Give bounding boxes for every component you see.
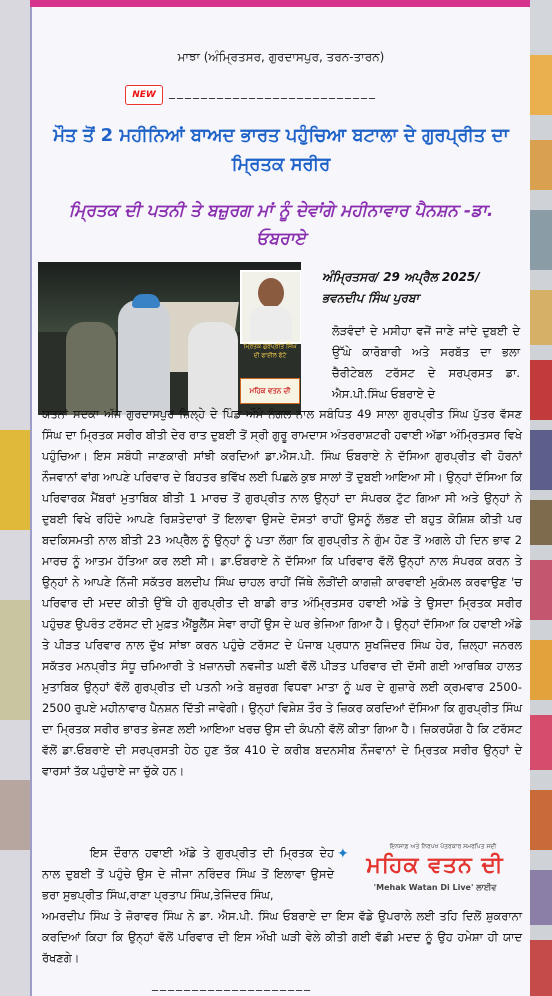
separator-dashes-bottom: ____________________ — [152, 977, 312, 991]
photo-person — [188, 322, 238, 415]
photo-person — [66, 322, 116, 415]
separator-dashes: __________________________ — [169, 85, 377, 99]
left-photo-strip — [0, 600, 30, 720]
byline: ਭਵਨਦੀਪ ਸਿੰਘ ਪੁਰਬਾ — [322, 291, 419, 305]
portrait-face — [258, 278, 284, 308]
photo-watermark-logo: ਮਹਿਕ ਵਤਨ ਦੀ — [240, 378, 300, 404]
new-badge: NEW — [125, 85, 163, 105]
paragraph-closing-end: ਅਮਰਦੀਪ ਸਿੰਘ ਤੇ ਜ਼ੋਰਾਵਰ ਸਿੰਘ ਨੇ ਡਾ. ਐਸ.ਪੀ. ਸਿੰਘ ਓਬਰਾਏ ਦਾ ਇਸ ਵੱਡੇ ਉਪਰਾਲੇ ਲਈ ਤਹਿ ਦਿਲੋਂ ਸ਼ੁਕਰਾਨਾ ਕਰਦਿਆਂ ਕਿਹਾ ਕਿ ਉਨ੍ਹਾਂ ਵੱਲੋਂ ਪਰਿਵਾਰ ਦੀ ਇਸ ਔਖੀ ਘੜੀ ਵੇਲੇ ਕੀਤੀ ਗਈ ਵੱਡੀ ਮਦਦ ਨੂੰ ਉਹ ਹਮੇਸ਼ਾ ਹੀ ਯਾਦ ਰੱਖਣਗੇ। — [42, 909, 522, 965]
dateline-block — [322, 267, 522, 309]
left-photo-strip — [0, 780, 30, 850]
headline: ਮੌਤ ਤੋਂ 2 ਮਹੀਨਿਆਂ ਬਾਅਦ ਭਾਰਤ ਪਹੁੰਚਿਆ ਬਟਾਲਾ ਦੇ ਗੁਰਪ੍ਰੀਤ ਦਾ ਮ੍ਰਿਤਕ ਸਰੀਰ — [53, 125, 509, 175]
photo-caption: ਮ੍ਰਿਤਕ ਗੁਰਪ੍ਰੀਤ ਸਿੰਘ ਦੀ ਫਾਈਲ ਫੋਟੋ — [243, 343, 297, 359]
brand-logo — [337, 843, 527, 903]
photo-person — [118, 300, 170, 415]
bird-icon: ✦ — [337, 846, 349, 862]
paragraph-main: ਯਤਨਾਂ ਸਦਕਾ ਅੱਜ ਗੁਰਦਾਸਪੁਰ ਜ਼ਿਲ੍ਹੇ ਦੇ ਪਿੰਡ ਔਮੇ ਨੰਗਲ ਨਾਲ ਸਬੰਧਿਤ 49 ਸਾਲਾ ਗੁਰਪ੍ਰੀਤ ਸਿੰਘ ਪੁੱਤਰ ਵੱਸਣ ਸਿੰਘ ਦਾ ਮ੍ਰਿਤਕ ਸਰੀਰ ਬੀਤੀ ਦੇਰ ਰਾਤ ਦੁਬਈ ਤੋਂ ਸ੍ਰੀ ਗੁਰੂ ਰਾਮਦਾਸ ਅੰਤਰਰਾਸ਼ਟਰੀ ਹਵਾਈ ਅੱਡਾ ਅੰਮ੍ਰਿਤਸਰ ਵਿਖੇ ਪਹੁੰਚਿਆ। ਇਸ ਸਬੰਧੀ ਜਾਣਕਾਰੀ ਸਾਂਝੀ ਕਰਦਿਆਂ ਡਾ.ਐਸ.ਪੀ. ਸਿੰਘ ਓਬਰਾਏ ਨੇ ਦੱਸਿਆ ਗੁਰਪ੍ਰੀਤ ਵੀ ਹੋਰਨਾਂ ਨੌਜਵਾਨਾਂ ਵਾਂਗ ਆਪਣੇ ਪਰਿਵਾਰ ਦੇ ਬਿਹਤਰ ਭਵਿੱਖ ਲਈ ਪਿਛਲੇ ਕੁਝ ਸਾਲਾਂ ਤੋਂ ਦੁਬਈ ਆਇਆ ਸੀ। ਉਨ੍ਹਾਂ ਦੱਸਿਆ ਕਿ ਪਰਿਵਾਰਕ ਮੈਂਬਰਾਂ ਮੁਤਾਬਿਕ ਬੀਤੀ 1 ਮਾਰਚ ਤੋਂ ਗੁਰਪ੍ਰੀਤ ਨਾਲ ਉਨ੍ਹਾਂ ਦਾ ਸੰਪਰਕ ਟੁੱਟ ਗਿਆ ਸੀ ਅਤੇ ਉਨ੍ਹਾਂ ਨੇ ਦੁਬਈ ਵਿਖੇ ਰਹਿੰਦੇ ਆਪਣੇ ਰਿਸ਼ਤੇਦਾਰਾਂ ਤੋਂ ਇਲਾਵਾ ਉਸਦੇ ਦੋਸਤਾਂ ਰਾਹੀਂ ਉਸਨੂੰ ਲੱਭਣ ਦੀ ਬਹੁਤ ਕੋਸ਼ਿਸ਼ ਕੀਤੀ ਪਰ ਬਦਕਿਸਮਤੀ ਨਾਲ ਬੀਤੀ 23 ਅਪ੍ਰੈਲ ਨੂੰ ਉਨ੍ਹਾਂ ਨੂੰ ਪਤਾ ਲੱਗਾ ਕਿ ਗੁਰਪ੍ਰੀਤ ਨੇ ਗੁੰਮ ਹੋਣ ਤੋਂ ਅਗਲੇ ਹੀ ਦਿਨ ਭਾਵ 2 ਮਾਰਚ ਨੂੰ ਆਤਮ ਹੱਤਿਆ ਕਰ ਲਈ ਸੀ। ਡਾ.ਓਬਰਾਏ ਨੇ ਦੱਸਿਆ ਕਿ ਪਰਿਵਾਰ ਵੱਲੋਂ ਉਨ੍ਹਾਂ ਨਾਲ ਸੰਪਰਕ ਕਰਨ ਤੇ ਉਨ੍ਹਾਂ ਨੇ ਆਪਣੇ ਨਿੱਜੀ ਸਕੱਤਰ ਬਲਦੀਪ ਸਿੰਘ ਚਾਹਲ ਰਾਹੀਂ ਜਿੱਥੇ ਲੋੜੀਂਦੀ ਕਾਗਜ਼ੀ ਕਾਰਵਾਈ ਮੁਕੰਮਲ ਕਰਵਾਉਣ 'ਚ ਪਰਿਵਾਰ ਦੀ ਮਦਦ ਕੀਤੀ ਉੱਥੇ ਹੀ ਗੁਰਪ੍ਰੀਤ ਦੀ ਬਾਡੀ ਰਾਤ ਅੰਮ੍ਰਿਤਸਰ ਹਵਾਈ ਅੱਡੇ ਤੇ ਉਸਦਾ ਮ੍ਰਿਤਕ ਸਰੀਰ ਪਹੁੰਚਣ ਉਪਰੰਤ ਟਰੱਸਟ ਦੀ ਮੁਫ਼ਤ ਐਂਬੂਲੈਂਸ ਸੇਵਾ ਰਾਹੀਂ ਉਸ ਦੇ ਘਰ ਭੇਜਿਆ ਗਿਆ ਹੈ। ਉਨ੍ਹਾਂ ਦੱਸਿਆ ਕਿ ਹਵਾਈ ਅੱਡੇ ਤੇ ਪੀੜਤ ਪਰਿਵਾਰ ਨਾਲ ਦੁੱਖ ਸਾਂਝਾ ਕਰਨ ਪਹੁੰਚੇ ਟਰੱਸਟ ਦੇ ਪੰਜਾਬ ਪ੍ਰਧਾਨ ਸੁਖਜਿੰਦਰ ਸਿੰਘ ਹੇਰ, ਜ਼ਿਲ੍ਹਾ ਜਨਰਲ ਸਕੱਤਰ ਮਨਪ੍ਰੀਤ ਸੰਧੂ ਚਮਿਆਰੀ ਤੇ ਖ਼ਜ਼ਾਨਚੀ ਨਵਜੀਤ ਘਈ ਵੱਲੋਂ ਪੀੜਤ ਪਰਿਵਾਰ ਦੀ ਦੱਸੀ ਗਈ ਆਰਥਿਕ ਹਾਲਤ ਮੁਤਾਬਿਕ ਉਨ੍ਹਾਂ ਵੱਲੋਂ ਗੁਰਪ੍ਰੀਤ ਦੀ ਪਤਨੀ ਅਤੇ ਬਜ਼ੁਰਗ ਵਿਧਵਾ ਮਾਤਾ ਨੂੰ ਘਰ ਦੇ ਗੁਜ਼ਾਰੇ ਲਈ ਕ੍ਰਮਵਾਰ 2500-2500 ਰੁਪਏ ਮਹੀਨਾਵਾਰ ਪੈਨਸ਼ਨ ਦਿੱਤੀ ਜਾਵੇਗੀ। ਉਨ੍ਹਾਂ ਵਿਸ਼ੇਸ਼ ਤੌਰ ਤੇ ਜ਼ਿਕਰ ਕਰਦਿਆਂ ਦੱਸਿਆ ਕਿ ਗੁਰਪ੍ਰੀਤ ਸਿੰਘ ਦਾ ਮ੍ਰਿਤਕ ਸਰੀਰ ਭਾਰਤ ਭੇਜਣ ਲਈ ਆਇਆ ਖਰਚ ਉਸ ਦੀ ਕੰਪਨੀ ਵੱਲੋਂ ਕੀਤਾ ਗਿਆ ਹੈ। ਜ਼ਿਕਰਯੋਗ ਹੈ ਕਿ ਟਰੱਸਟ ਵੱਲੋਂ ਡਾ.ਓਬਰਾਏ ਦੀ ਸਰਪ੍ਰਸਤੀ ਹੇਠ ਹੁਣ ਤੱਕ 410 ਦੇ ਕਰੀਬ ਬਦਨਸੀਬ ਨੌਜਵਾਨਾਂ ਦੇ ਮ੍ਰਿਤਕ ਸਰੀਰ ਉਨ੍ਹਾਂ ਦੇ ਵਾਰਸਾਂ ਤੱਕ ਪਹੁੰਚਾਏ ਜਾ ਚੁੱਕੇ ਹਨ। — [42, 407, 522, 778]
subheadline: ਮ੍ਰਿਤਕ ਦੀ ਪਤਨੀ ਤੇ ਬਜ਼ੁਰਗ ਮਾਂ ਨੂੰ ਦੇਵਾਂਗੇ ਮਹੀਨਾਵਾਰ ਪੈਨਸ਼ਨ -ਡਾ. ਓਬਰਾਏ — [68, 201, 494, 249]
dateline: ਅੰਮ੍ਰਿਤਸਰ/ 29 ਅਪ੍ਰੈਲ 2025/ — [322, 270, 480, 284]
article-card — [30, 7, 530, 996]
left-photo-strip — [0, 430, 30, 530]
left-background-panel — [0, 0, 30, 996]
brand-tagline: ਇਨਸਾਫ਼ ਅਤੇ ਨਿਰਪਖ ਪੱਤਰਕਾਰ ਸਮਰਪਿਤ ਸਦੀ — [389, 843, 497, 850]
paragraph-closing-start: ਇਸ ਦੌਰਾਨ ਹਵਾਈ ਅੱਡੇ ਤੇ ਗੁਰਪ੍ਰੀਤ ਦੀ ਮ੍ਰਿਤਕ ਦੇਹ ਨਾਲ ਦੁਬਈ ਤੋਂ ਪਹੁੰਚੇ ਉਸ ਦੇ ਜੀਜਾ ਨਰਿੰਦਰ ਸਿੰਘ ਤੋਂ ਇਲਾਵਾ ਉਸਦੇ ਭਰਾ ਸੁਭਪ੍ਰੀਤ ਸਿੰਘ,ਰਾਣਾ ਪ੍ਰਤਾਪ ਸਿੰਘ,ਤੇਜਿੰਦਰ ਸਿੰਘ, — [42, 846, 334, 902]
portrait-body — [250, 306, 292, 340]
region-label: ਮਾਝਾ (ਅੰਮ੍ਰਿਤਸਰ, ਗੁਰਦਾਸਪੁਰ, ਤਰਨ-ਤਾਰਨ) — [177, 50, 385, 64]
brand-name: ਮਹਿਕ ਵਤਨ ਦੀ — [366, 853, 504, 878]
paragraph-intro: ਲੋੜਵੰਦਾਂ ਦੇ ਮਸੀਹਾ ਵਜੋਂ ਜਾਣੇ ਜਾਂਦੇ ਦੁਬਈ ਦੇ ਉੱਘੇ ਕਾਰੋਬਾਰੀ ਅਤੇ ਸਰਬੱਤ ਦਾ ਭਲਾ ਚੈਰੀਟੇਬਲ ਟਰੱਸਟ ਦੇ ਸਰਪ੍ਰਸਤ ਡਾ. ਐਸ.ਪੀ.ਸਿੰਘ ਓਬਰਾਏ ਦੇ — [332, 324, 520, 401]
inset-portrait — [240, 270, 301, 344]
news-photo — [38, 262, 301, 415]
brand-subtitle: 'Mehak Watan Di Live' ਲਾਈਵ — [373, 883, 497, 892]
top-accent-bar — [30, 0, 530, 7]
photo-turban — [132, 294, 160, 308]
right-background-panel — [530, 0, 552, 996]
